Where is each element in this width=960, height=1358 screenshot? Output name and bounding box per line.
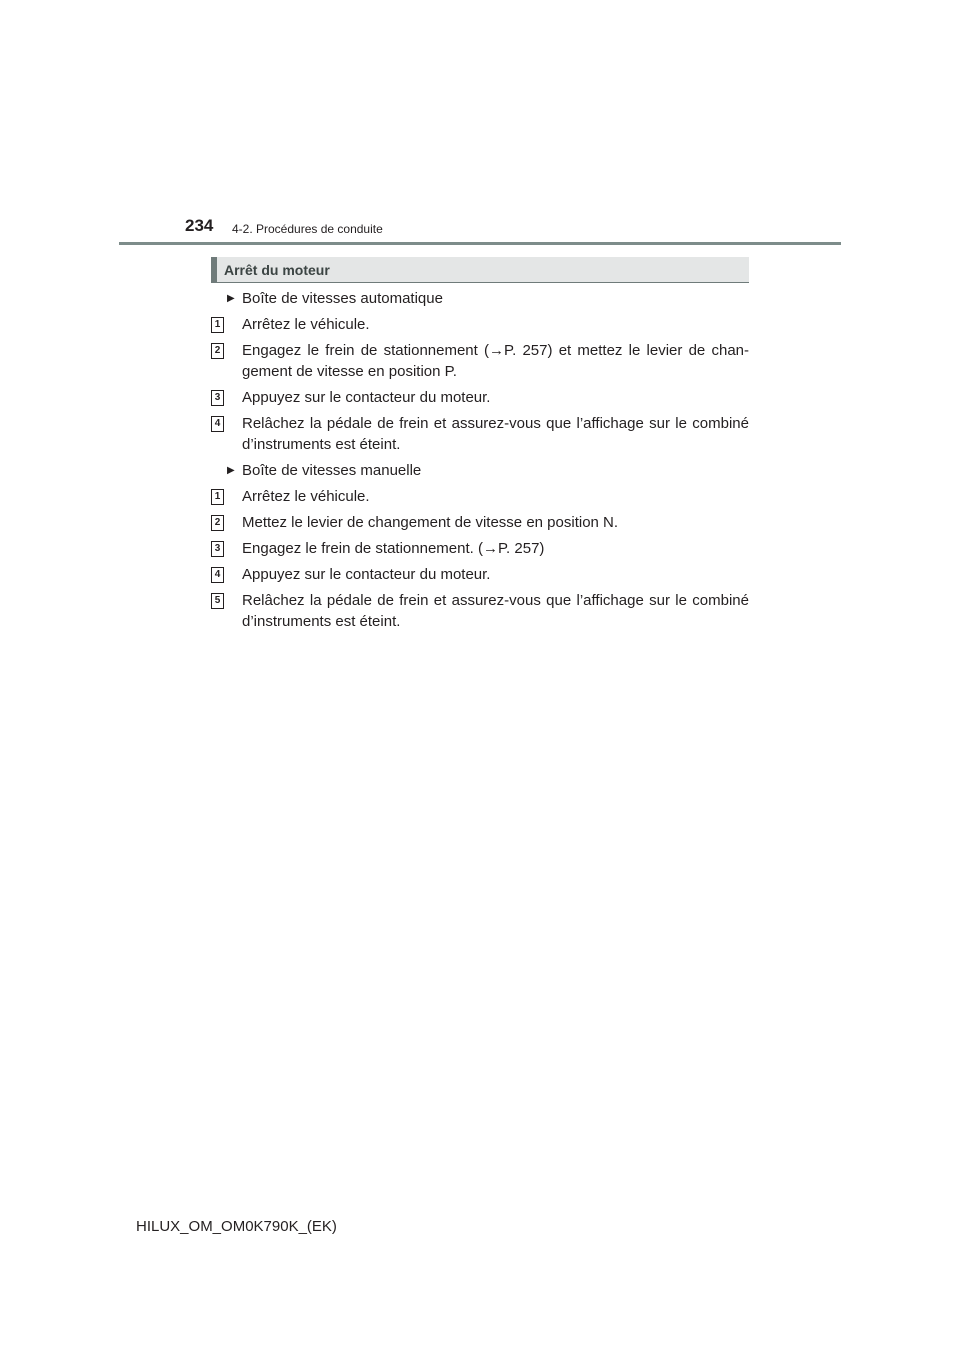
- step-number: 3: [211, 390, 224, 406]
- subheading-title: Arrêt du moteur: [224, 262, 330, 278]
- step: [211, 564, 749, 585]
- procedure-content: [211, 288, 749, 637]
- step: [211, 314, 749, 335]
- step: [211, 486, 749, 507]
- manual-label-text: Boîte de vitesses manuelle: [242, 462, 422, 479]
- step: [211, 590, 749, 632]
- step-number: 4: [211, 567, 224, 583]
- step: [211, 387, 749, 408]
- step-number: 2: [211, 343, 224, 359]
- step-text: Arrêtez le véhicule.: [242, 316, 370, 333]
- step-number: 2: [211, 515, 224, 531]
- triangle-bullet-icon: ▶: [227, 293, 235, 304]
- step: [211, 340, 749, 382]
- automatic-label-text: Boîte de vitesses automatique: [242, 290, 443, 307]
- step-text: Appuyez sur le contacteur du moteur.: [242, 389, 491, 406]
- step-text: Relâchez la pédale de frein et assurez-vous que l’affichage sur le combiné d’instruments est éteint.: [242, 415, 749, 453]
- step-text: Mettez le levier de changement de vitesse en position N.: [242, 514, 619, 531]
- step-number: 1: [211, 317, 224, 333]
- step-text: Appuyez sur le contacteur du moteur.: [242, 566, 491, 583]
- step-text: Arrêtez le véhicule.: [242, 488, 370, 505]
- step: [211, 512, 749, 533]
- step-text: Engagez le frein de stationnement. (→P. 257): [242, 540, 545, 557]
- step-number: 5: [211, 593, 224, 609]
- step: [211, 413, 749, 455]
- triangle-bullet-icon: ▶: [227, 465, 235, 476]
- step: [211, 538, 749, 559]
- header-rule: [119, 242, 841, 245]
- subheading-accent: [211, 257, 217, 282]
- automatic-transmission-label: [211, 288, 749, 309]
- step-number: 3: [211, 541, 224, 557]
- document-code: HILUX_OM_OM0K790K_(EK): [136, 1218, 337, 1235]
- step-number: 1: [211, 489, 224, 505]
- manual-transmission-label: [211, 460, 749, 481]
- page-number: 234: [185, 216, 214, 235]
- step-number: 4: [211, 416, 224, 432]
- subheading-bar: [211, 257, 749, 283]
- section-title: 4-2. Procédures de conduite: [232, 222, 383, 236]
- step-text: Engagez le frein de stationnement (→P. 257) et mettez le levier de chan-gement de vitesse en position P.: [242, 342, 749, 380]
- step-text: Relâchez la pédale de frein et assurez-vous que l’affichage sur le combiné d’instruments est éteint.: [242, 592, 749, 630]
